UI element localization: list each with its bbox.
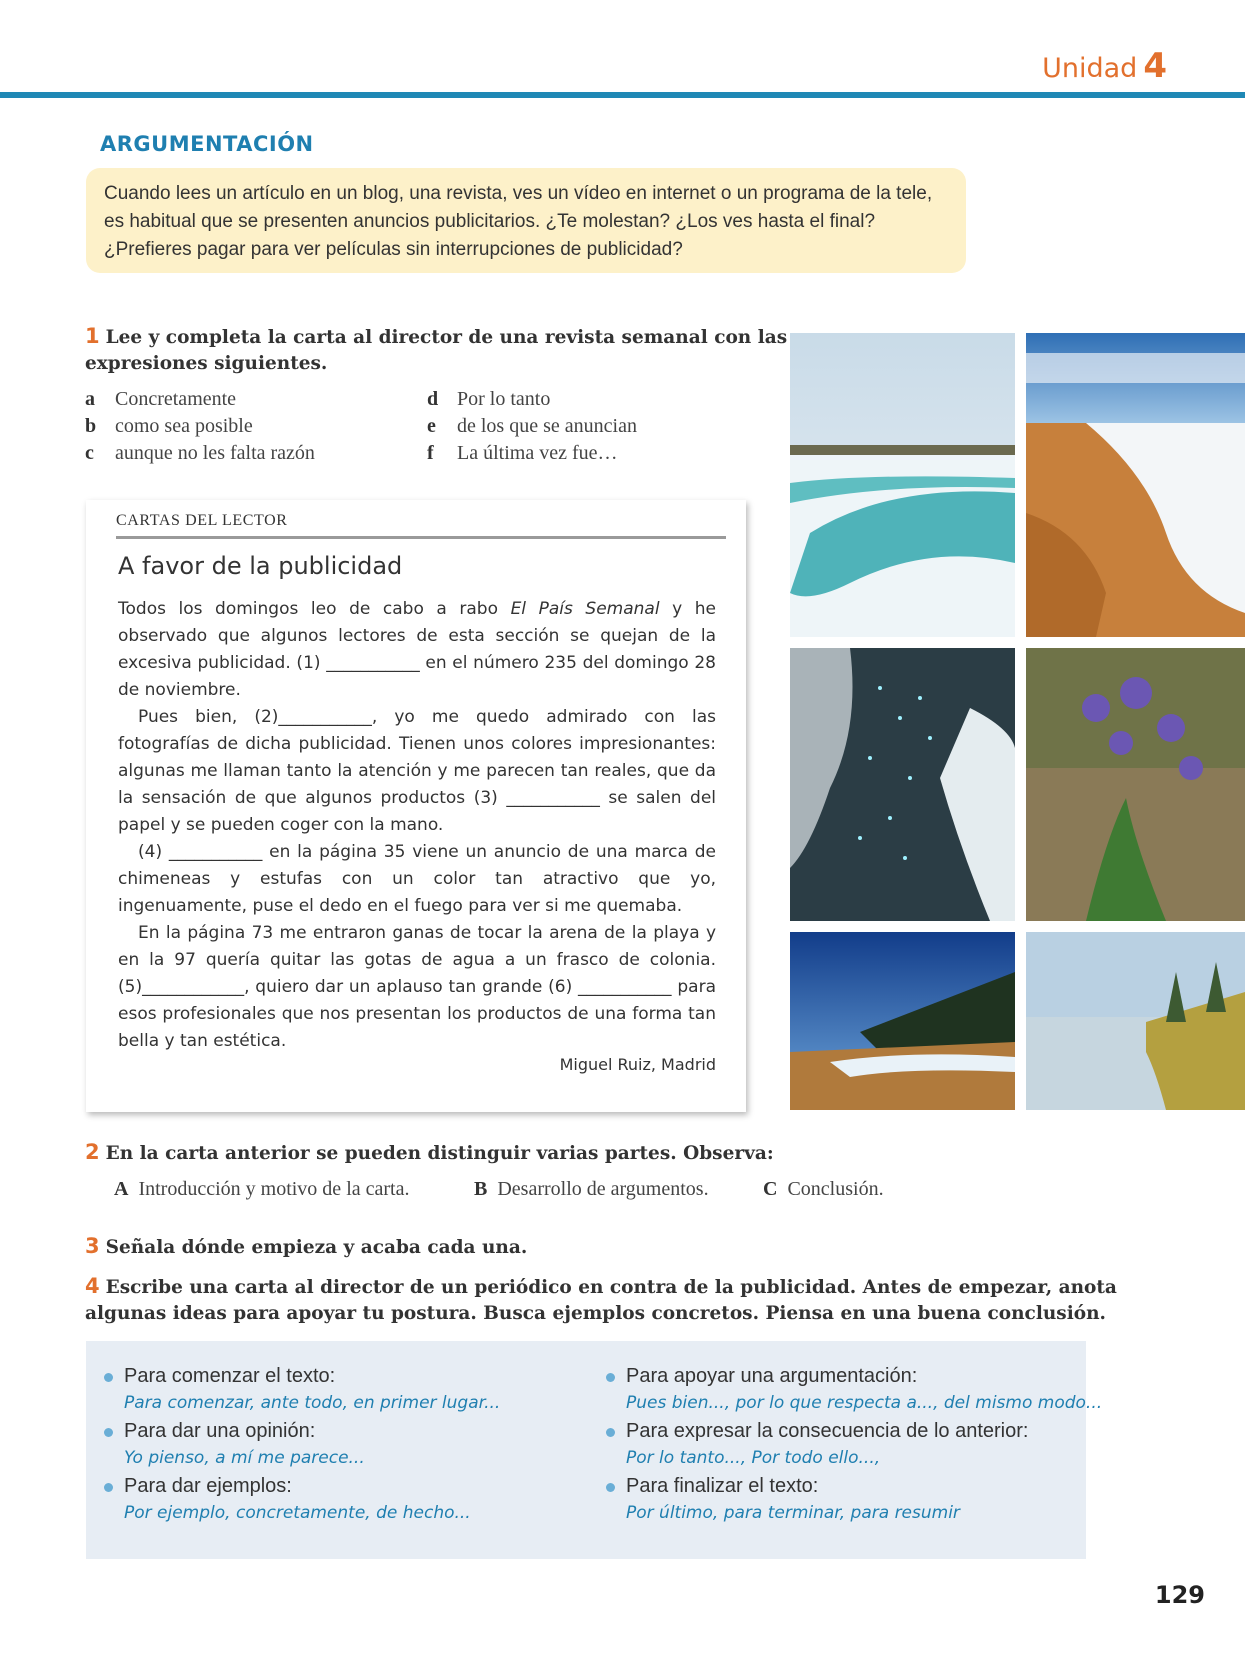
option-b: b como sea posible xyxy=(85,415,253,437)
exercise-2-number: 2 xyxy=(85,1140,100,1164)
violet-flowers-photo xyxy=(1026,648,1245,921)
letter-body xyxy=(118,596,716,1055)
exercise-4-number: 4 xyxy=(85,1274,100,1298)
tips-box: Para comenzar el texto: Para comenzar, ante todo, en primer lugar... Para dar una opinión: Yo pienso, a mí me parece... Para dar ejemplos: Por ejemplo, concretamente, de hecho... Para apoyar una argumentación: Pues bien..., por lo que respecta a..., del mismo modo... Para expresar la consecuencia de lo anterior: Por lo tanto..., Por todo ello..., Para finalizar el texto: Por último, para terminar, para resumir xyxy=(86,1341,1086,1559)
letter-signature: Miguel Ruiz, Madrid xyxy=(559,1055,716,1074)
unit-header xyxy=(1042,46,1167,86)
exercise-4-instruction: 4 Escribe una carta al director de un periódico en contra de la publicidad. Antes de empezar, anota xyxy=(85,1274,1117,1298)
bullet-icon xyxy=(104,1483,113,1492)
exercise-4-instruction-line2: algunas ideas para apoyar tu postura. Busca ejemplos concretos. Piensa en una buena conclusión. xyxy=(85,1303,1106,1324)
option-e: e de los que se anuncian xyxy=(427,415,637,437)
exercise-3-number: 3 xyxy=(85,1234,100,1258)
part-b: B Desarrollo de argumentos. xyxy=(474,1178,709,1200)
exercise-1-number: 1 xyxy=(85,324,100,348)
exercise-1-line1: Lee y completa la carta al director de una revista semanal con las xyxy=(105,327,788,348)
exercise-1-instruction xyxy=(85,322,787,352)
exercise-3-instruction: 3 Señala dónde empieza y acaba cada una. xyxy=(85,1234,528,1258)
page-number: 129 xyxy=(1154,1581,1205,1609)
section-title: ARGUMENTACIÓN xyxy=(100,132,314,156)
letter-paragraph-2: Pues bien, (2)___________, yo me quedo admirado con las fotografías de dicha publicidad. Tienen unos colores impresionantes: algunas me llaman tanto la atención y me parecen tan reales, que da la sensación de que algunos productos (3) ___________ se salen del papel y se pueden coger con la mano. xyxy=(118,707,716,835)
option-d: d Por lo tanto xyxy=(427,388,551,410)
letter-paragraph-3: (4) ___________ en la página 35 viene un anuncio de una marca de chimeneas y estufas con un color tan atractivo que yo, ingenuamente, puse el dedo en el fuego para ver si me quemaba. xyxy=(118,842,716,916)
letter-paragraph-4: En la página 73 me entraron ganas de tocar la arena de la playa y en la 97 quería quitar las gotas de agua a un frasco de colonia. (5)____________, quiero dar un aplauso tan grande (6) ___________ para esos profesionales que nos presentan los productos de una forma tan bella y tan estética. xyxy=(118,923,716,1051)
bullet-icon xyxy=(104,1373,113,1382)
option-f: f La última vez fue… xyxy=(427,442,618,464)
exercise-1-instruction-line2: expresiones siguientes. xyxy=(85,353,328,374)
option-a: a Concretamente xyxy=(85,388,237,410)
header-rule xyxy=(0,92,1245,98)
bullet-icon xyxy=(606,1483,615,1492)
unit-label: Unidad xyxy=(1042,53,1138,84)
bullet-icon xyxy=(104,1428,113,1437)
option-c: c aunque no les falta razón xyxy=(85,442,315,464)
letter-title: A favor de la publicidad xyxy=(118,552,403,580)
bullet-icon xyxy=(606,1428,615,1437)
exercise-2-instruction: 2 En la carta anterior se pueden distinguir varias partes. Observa: xyxy=(85,1140,774,1164)
part-a: A Introducción y motivo de la carta. xyxy=(114,1178,410,1200)
coastal-cliff-photo xyxy=(1026,932,1245,1110)
part-c: C Conclusión. xyxy=(763,1178,884,1200)
intro-box: Cuando lees un artículo en un blog, una revista, ves un vídeo en internet o un programa de la tele, es habitual que se presenten anuncios publicitarios. ¿Te molestan? ¿Los ves hasta el final? ¿Prefieres pagar para ver películas sin interrupciones de publicidad? xyxy=(86,168,966,273)
letter-divider xyxy=(116,536,726,539)
snowy-beach-photo xyxy=(1026,333,1245,637)
letter-paragraph-1: Todos los domingos leo de cabo a rabo El País Semanal y he observado que algunos lectores de esta sección se quejan de la excesiva publicidad. (1) ___________ en el número 235 del domingo 28 de noviembre. xyxy=(118,599,716,700)
reader-letter-box xyxy=(86,500,746,1112)
frozen-lake-photo xyxy=(790,333,1015,637)
forest-beach-photo xyxy=(790,932,1015,1110)
bullet-icon xyxy=(606,1373,615,1382)
letter-section-header: CARTAS DEL LECTOR xyxy=(116,512,288,529)
sparkling-ice-photo xyxy=(790,648,1015,921)
unit-number: 4 xyxy=(1143,46,1167,86)
